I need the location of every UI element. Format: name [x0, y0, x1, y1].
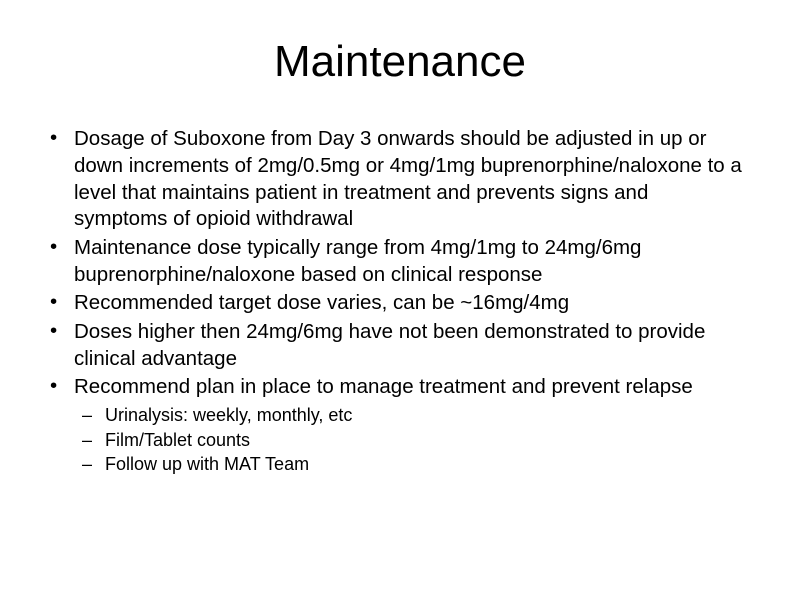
bullet-glyph: •: [50, 126, 58, 150]
bullet-glyph: •: [50, 318, 58, 342]
bullet-glyph: •: [50, 290, 58, 314]
sub-bullet-glyph: –: [82, 429, 93, 450]
bullet-glyph: •: [50, 374, 58, 398]
list-item-text: Recommended target dose varies, can be ~16mg/4mg: [74, 291, 570, 315]
list-item-text: Recommend plan in place to manage treatment and prevent relapse: [74, 375, 693, 399]
sub-list-item-text: Film/Tablet counts: [105, 429, 251, 450]
page-title: Maintenance: [274, 37, 526, 86]
sub-list-item-text: Follow up with MAT Team: [105, 454, 310, 475]
list-item: [42, 290, 745, 317]
list-item-text: Dosage of Suboxone from Day 3 onwards should be adjusted in up or down increments of 2mg/0.5mg or 4mg/1mg buprenorphine/naloxone to a level that maintains patient in treatment and prevents signs and symptoms of opioid withdrawal: [74, 127, 742, 231]
sub-bullet-glyph: –: [82, 454, 93, 475]
sub-list-item: [74, 403, 745, 428]
list-item-text: Doses higher then 24mg/6mg have not been demonstrated to provide clinical advantage: [74, 319, 706, 370]
sub-list-item-text: Urinalysis: weekly, monthly, etc: [105, 404, 353, 425]
list-item: [42, 319, 745, 372]
sub-bullet-glyph: –: [82, 404, 93, 425]
sub-list-item: [74, 428, 745, 453]
list-item: [42, 235, 745, 288]
bullet-list: [42, 126, 745, 477]
sub-list-item: [74, 452, 745, 477]
list-item: [42, 374, 745, 477]
list-item: [42, 126, 745, 233]
list-item-text: Maintenance dose typically range from 4mg/1mg to 24mg/6mg buprenorphine/naloxone based on clinical response: [74, 235, 642, 286]
slide-body: [0, 86, 800, 477]
sub-bullet-list: [74, 403, 745, 477]
bullet-glyph: •: [50, 234, 58, 258]
